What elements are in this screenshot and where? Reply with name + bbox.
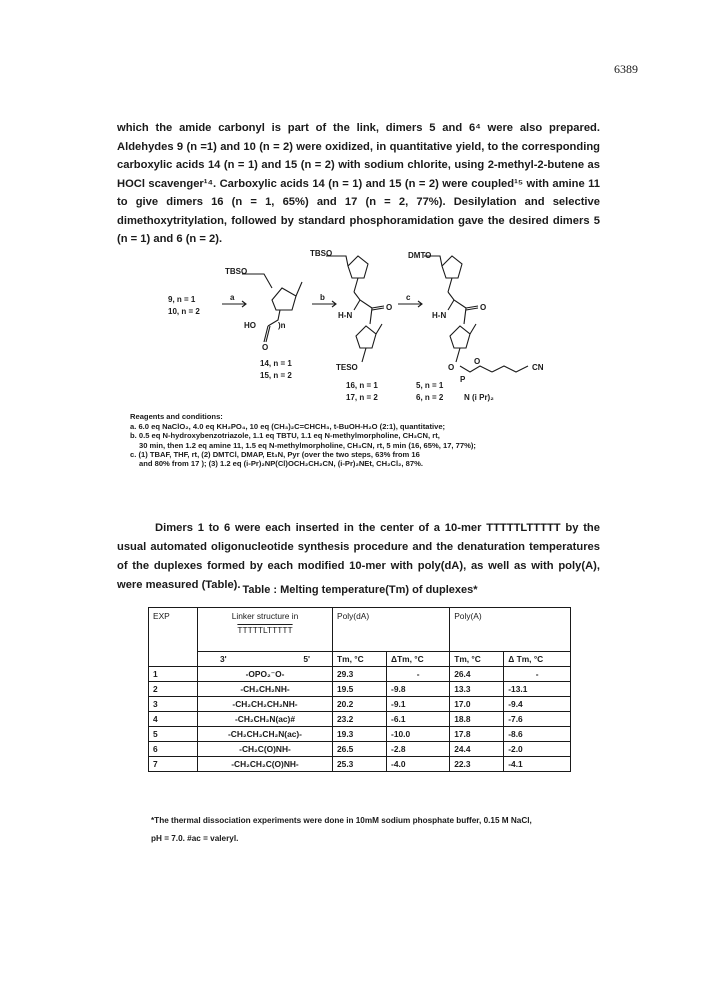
table-row (149, 697, 571, 712)
header-linker-ends (198, 652, 333, 667)
cell-tm-da: 25.3 (333, 757, 387, 772)
reaction-scheme (160, 248, 560, 410)
sugar-ring-4 (442, 256, 462, 278)
reagent-c (130, 450, 590, 468)
body-paragraph-2: Dimers 1 to 6 were each inserted in the center of a 10-mer TTTTTLTTTTT by the usual automated oligonucleotide synthesis procedure and the denaturation temperatures of the duplexes formed by each modified 10-mer with poly(dA), as well as with poly(A), were measured (Table). (117, 522, 600, 591)
cell-tm-da: 19.5 (333, 682, 387, 697)
diisopropylamino-label: N (i Pr)₂ (464, 393, 494, 402)
cell-tm-da: 23.2 (333, 712, 387, 727)
reagent-c-line-2: and 80% from 17 ); (3) 1.2 eq (i-Pr)₂NP(Cl)OCH₂CH₂CN, (i-Pr)₂NEt, CH₂Cl₂, 87%. (139, 459, 423, 469)
header-exp: EXP (149, 608, 198, 667)
cell-exp: 7 (149, 757, 198, 772)
footnote-line-1: *The thermal dissociation experiments were done in 10mM sodium phosphate buffer, 0.15 M NaCl, (151, 816, 532, 825)
start-label-9: 9, n = 1 (168, 295, 196, 304)
acid-label-14: 14, n = 1 (260, 359, 292, 368)
arrow-b-label: b (320, 293, 325, 302)
cell-tm-a: 18.8 (450, 712, 504, 727)
table-footnote (151, 812, 591, 848)
table-caption: Table : Melting temperature(Tm) of duplexes* (242, 584, 478, 596)
footnote-line-2: pH = 7.0. #ac = valeryl. (151, 834, 239, 843)
header-dtm-da: ΔTm, °C (387, 652, 450, 667)
phosphite-o-label-2: O (474, 357, 481, 366)
cell-dtm-da: -9.8 (387, 682, 450, 697)
cell-dtm-a: -8.6 (504, 727, 571, 742)
cell-dtm-da: -10.0 (387, 727, 450, 742)
cell-dtm-da: - (387, 667, 450, 682)
cell-tm-a: 24.4 (450, 742, 504, 757)
dimer-label-17: 17, n = 2 (346, 393, 378, 402)
carbonyl-o-label-3: O (480, 303, 487, 312)
phosphite-o-label-1: O (448, 363, 455, 372)
cell-tm-a: 22.3 (450, 757, 504, 772)
dimer-label-16: 16, n = 1 (346, 381, 378, 390)
cell-linker: -CH₂CH₂CH₂NH- (198, 697, 333, 712)
teso-label: TESO (336, 363, 358, 372)
header-5-prime: 5' (303, 654, 310, 664)
cell-exp: 2 (149, 682, 198, 697)
table-header-row (149, 608, 571, 652)
cell-exp: 6 (149, 742, 198, 757)
reagent-c-line-1: c. (1) TBAF, THF, rt, (2) DMTCl, DMAP, Et₃N, Pyr (over the two steps, 63% from 16 (130, 449, 420, 459)
page-number: 6389 (614, 62, 638, 76)
sugar-ring-2 (348, 256, 368, 278)
tbso-label-1: TBSO (225, 267, 248, 276)
dimer-label-6: 6, n = 2 (416, 393, 444, 402)
dmto-label: DMTO (408, 251, 432, 260)
cell-linker: -CH₂CH₂C(O)NH- (198, 757, 333, 772)
header-linker (198, 608, 333, 652)
cell-dtm-a: -13.1 (504, 682, 571, 697)
cell-tm-da: 19.3 (333, 727, 387, 742)
cell-dtm-a: -2.0 (504, 742, 571, 757)
cell-linker: -CH₂CH₂CH₂N(ac)- (198, 727, 333, 742)
cell-linker: -CH₂CH₂NH- (198, 682, 333, 697)
cell-dtm-a: - (504, 667, 571, 682)
cell-dtm-da: -4.0 (387, 757, 450, 772)
reagent-b (130, 431, 590, 449)
header-tm-a: Tm, °C (450, 652, 504, 667)
n-subscript-label: )n (278, 321, 286, 330)
cell-dtm-da: -9.1 (387, 697, 450, 712)
sugar-ring-5 (450, 326, 470, 348)
cell-tm-a: 17.0 (450, 697, 504, 712)
table-row (149, 727, 571, 742)
header-tm-da: Tm, °C (333, 652, 387, 667)
tbso-label-2: TBSO (310, 249, 333, 258)
header-linker-sequence: TTTTTLTTTTT (237, 625, 293, 635)
start-label-10: 10, n = 2 (168, 307, 200, 316)
cell-tm-a: 13.3 (450, 682, 504, 697)
cell-tm-a: 17.8 (450, 727, 504, 742)
reagent-a: a. 6.0 eq NaClO₂, 4.0 eq KH₂PO₄, 10 eq (CH₃)₂C=CHCH₃, t-BuOH-H₂O (2:1), quantitative; (130, 422, 446, 432)
table-row (149, 712, 571, 727)
reagents-heading: Reagents and conditions: (130, 412, 223, 421)
table-row (149, 682, 571, 697)
table-row (149, 742, 571, 757)
carbonyl-o-label-1: O (262, 343, 269, 352)
amide-hn-label-2: H-N (432, 311, 447, 320)
cell-tm-a: 26.4 (450, 667, 504, 682)
arrow-c-label: c (406, 293, 411, 302)
cell-exp: 3 (149, 697, 198, 712)
cell-linker: -CH₂C(O)NH- (198, 742, 333, 757)
table-row (149, 667, 571, 682)
arrow-a-label: a (230, 293, 235, 302)
phosphorus-label: P (460, 375, 466, 384)
ho-label: HO (244, 321, 256, 330)
carbonyl-o-label-2: O (386, 303, 393, 312)
reagents-and-conditions (130, 412, 590, 468)
cell-exp: 4 (149, 712, 198, 727)
table-subheader-row (149, 652, 571, 667)
acid-label-15: 15, n = 2 (260, 371, 292, 380)
sugar-ring-3 (356, 326, 376, 348)
header-polyda: Poly(dA) (333, 608, 450, 652)
cell-tm-da: 20.2 (333, 697, 387, 712)
cell-dtm-da: -2.8 (387, 742, 450, 757)
header-3-prime: 3' (220, 654, 227, 664)
header-dtm-a: Δ Tm, °C (504, 652, 571, 667)
amide-hn-label-1: H-N (338, 311, 353, 320)
melting-temperature-table (148, 607, 571, 772)
reagent-b-line-1: b. 0.5 eq N-hydroxybenzotriazole, 1.1 eq TBTU, 1.1 eq N-methylmorpholine, CH₃CN, rt, (130, 431, 440, 441)
dimer-label-5: 5, n = 1 (416, 381, 444, 390)
cell-dtm-a: -9.4 (504, 697, 571, 712)
cell-linker: -OPO₂⁻O- (198, 667, 333, 682)
body-paragraph-1: which the amide carbonyl is part of the link, dimers 5 and 6⁴ were also prepared. Aldehydes 9 (n =1) and 10 (n = 2) were oxidized, in quantitative yield, to the corresponding carboxylic acids 14 (n = 1) and 15 (n = 2) with sodium chlorite, using 2-methyl-2-butene as HOCl scavenger¹⁴. Carboxylic acids 14 (n = 1) and 15 (n = 2) were coupled¹⁵ with amine 11 to give dimers 16 (n = 1, 65%) and 17 (n = 2, 77%). Desilylation and selective dimethoxytritylation, followed by standard phosphoramidation gave the desired dimers 5 (n = 1) and 6 (n = 2). (117, 122, 600, 245)
cell-tm-da: 29.3 (333, 667, 387, 682)
cell-linker: -CH₂CH₂N(ac)# (198, 712, 333, 727)
cell-dtm-da: -6.1 (387, 712, 450, 727)
cell-exp: 1 (149, 667, 198, 682)
cell-exp: 5 (149, 727, 198, 742)
cell-tm-da: 26.5 (333, 742, 387, 757)
reagent-b-line-2: 30 min, then 1.2 eq amine 11, 1.5 eq N-methylmorpholine, CH₃CN, rt, 5 min (16, 65%, 17, 77%); (139, 440, 476, 450)
header-polya: Poly(A) (450, 608, 571, 652)
nitrile-label: CN (532, 363, 544, 372)
table-row (149, 757, 571, 772)
cell-dtm-a: -4.1 (504, 757, 571, 772)
header-linker-label: Linker structure in (231, 611, 299, 621)
sugar-ring-1 (272, 288, 296, 310)
cell-dtm-a: -7.6 (504, 712, 571, 727)
